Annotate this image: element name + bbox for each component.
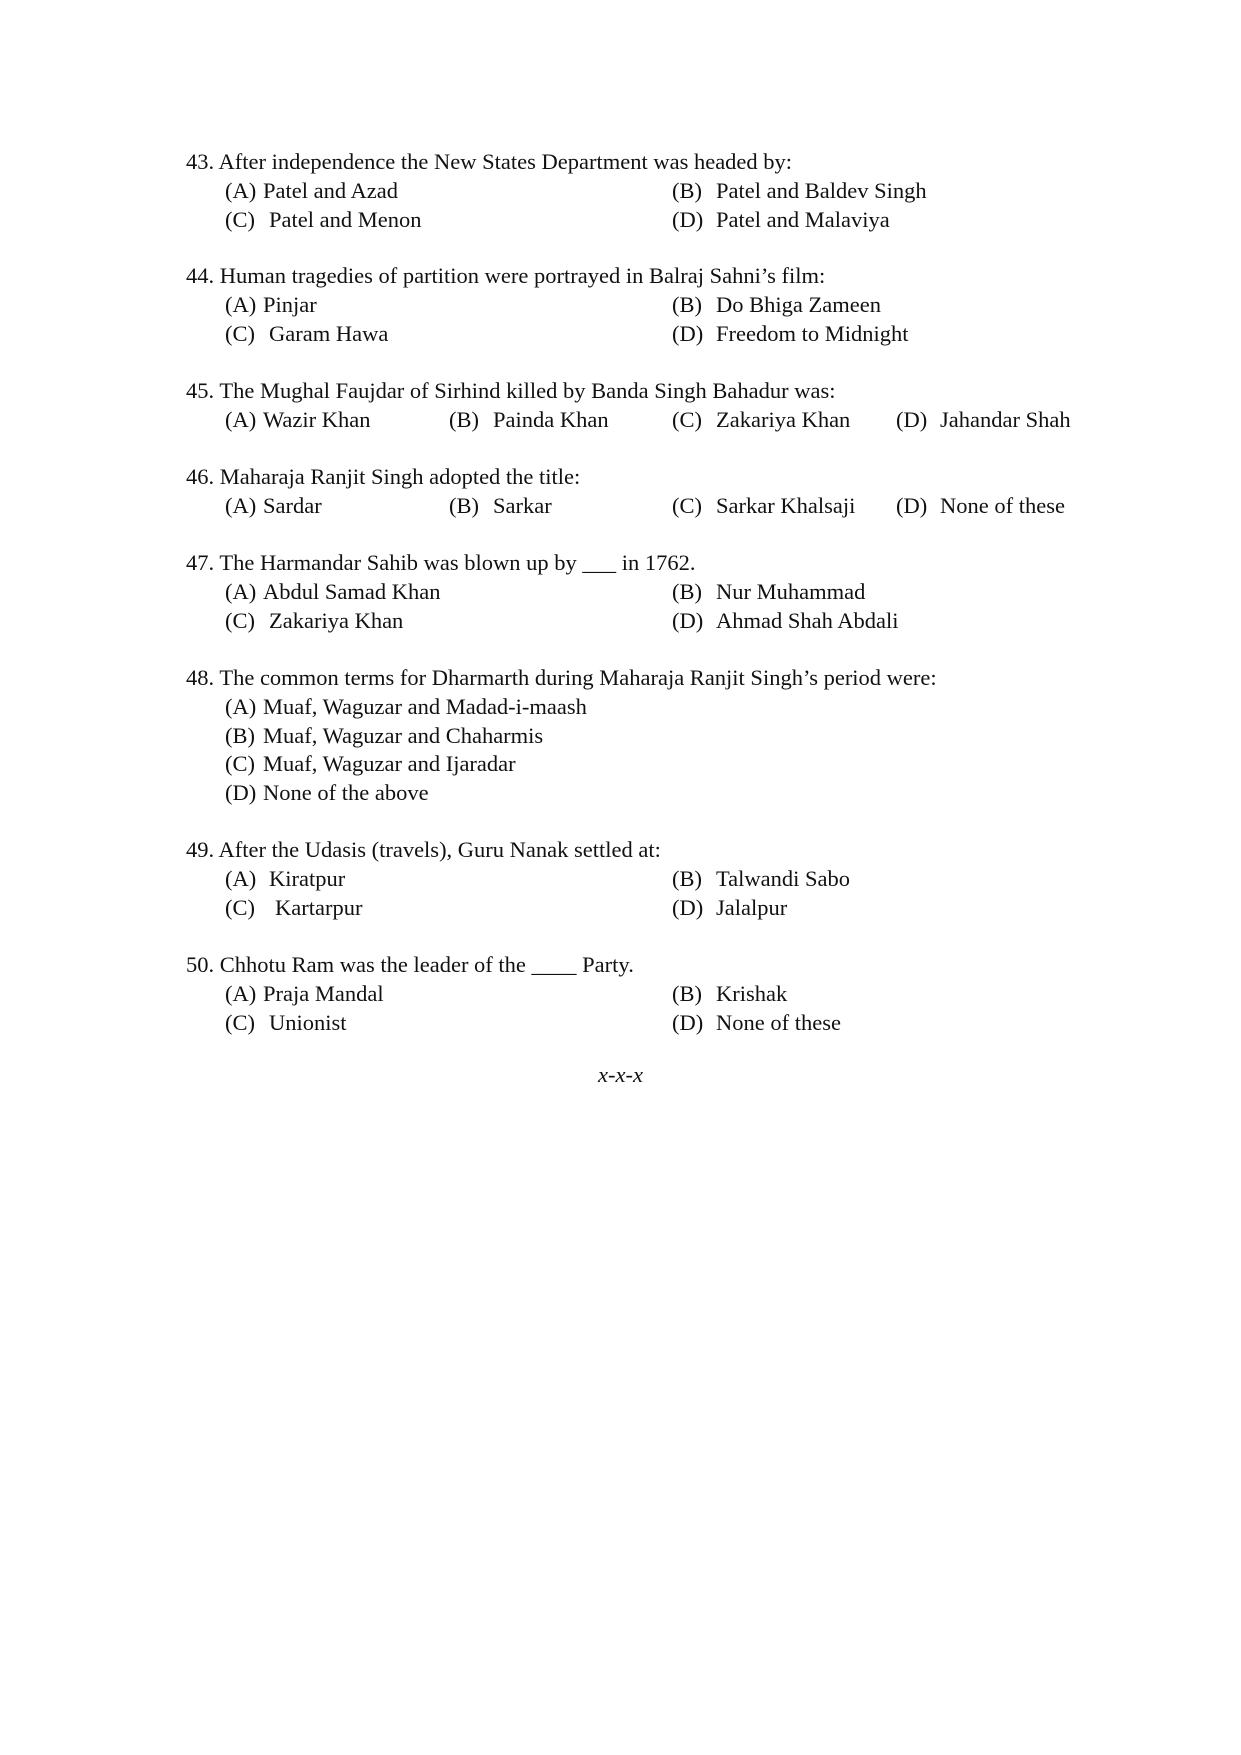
option-b: (B) Krishak (672, 980, 788, 1006)
option-a: (A) Pinjar (225, 291, 317, 317)
option-d: (D) Freedom to Midnight (672, 320, 909, 346)
option-c: (C) Zakariya Khan (672, 406, 851, 432)
question-number: 49. (186, 837, 215, 862)
option-b: (B) Nur Muhammad (672, 578, 866, 604)
option-c: (C) Patel and Menon (225, 206, 422, 232)
option-c: (C) Zakariya Khan (225, 607, 404, 633)
option-d: (D) Jahandar Shah (896, 406, 1071, 432)
option-c: (C) Muaf, Waguzar and Ijaradar (225, 751, 516, 777)
question-47 (186, 549, 1136, 635)
option-a: (A) Wazir Khan (225, 406, 371, 432)
question-number: 45. (186, 378, 215, 403)
question-text: The common terms for Dharmarth during Maharaja Ranjit Singh’s period were: (219, 665, 937, 690)
option-c: (C) Sarkar Khalsaji (672, 492, 856, 518)
question-44 (186, 262, 1136, 348)
question-number: 50. (186, 952, 215, 977)
question-text: Chhotu Ram was the leader of the ____ Party. (219, 952, 634, 977)
end-marker: x-x-x (598, 1062, 643, 1087)
option-c: (C) Unionist (225, 1009, 347, 1035)
option-d: (D) None of these (672, 1009, 841, 1035)
option-d: (D) Jalalpur (672, 894, 788, 920)
option-d: (D) None of the above (225, 780, 429, 806)
question-number: 43. (186, 149, 215, 174)
question-text: After the Udasis (travels), Guru Nanak settled at: (218, 837, 661, 862)
option-a: (A) Praja Mandal (225, 980, 384, 1006)
option-b: (B) Painda Khan (449, 406, 609, 432)
option-b: (B) Talwandi Sabo (672, 865, 851, 891)
question-number: 44. (186, 263, 215, 288)
option-b: (B) Muaf, Waguzar and Chaharmis (225, 722, 544, 748)
question-text: Maharaja Ranjit Singh adopted the title: (219, 464, 581, 489)
question-50 (186, 951, 1136, 1037)
question-text: After independence the New States Department was headed by: (218, 149, 793, 174)
option-a: (A) Muaf, Waguzar and Madad-i-maash (225, 693, 587, 719)
option-d: (D) None of these (896, 492, 1065, 518)
question-46 (186, 463, 1136, 521)
question-number: 46. (186, 464, 215, 489)
question-text: The Harmandar Sahib was blown up by ___ in 1762. (219, 550, 696, 575)
option-b: (B) Sarkar (449, 492, 552, 518)
option-d: (D) Patel and Malaviya (672, 206, 890, 232)
option-a: (A) Patel and Azad (225, 177, 398, 203)
option-b: (B) Patel and Baldev Singh (672, 177, 927, 203)
question-number: 48. (186, 665, 215, 690)
option-c: (C) Garam Hawa (225, 320, 389, 346)
option-d: (D) Ahmad Shah Abdali (672, 607, 899, 633)
question-43 (186, 148, 1136, 234)
question-text: Human tragedies of partition were portrayed in Balraj Sahni’s film: (219, 263, 826, 288)
option-b: (B) Do Bhiga Zameen (672, 291, 881, 317)
option-a: (A) Sardar (225, 492, 322, 518)
question-48 (186, 664, 1136, 808)
option-a: (A) Abdul Samad Khan (225, 578, 441, 604)
option-c: (C) Kartarpur (225, 894, 363, 920)
question-text: The Mughal Faujdar of Sirhind killed by Banda Singh Bahadur was: (219, 378, 836, 403)
question-49 (186, 836, 1136, 922)
question-45 (186, 377, 1136, 435)
question-number: 47. (186, 550, 215, 575)
option-a: (A) Kiratpur (225, 865, 346, 891)
